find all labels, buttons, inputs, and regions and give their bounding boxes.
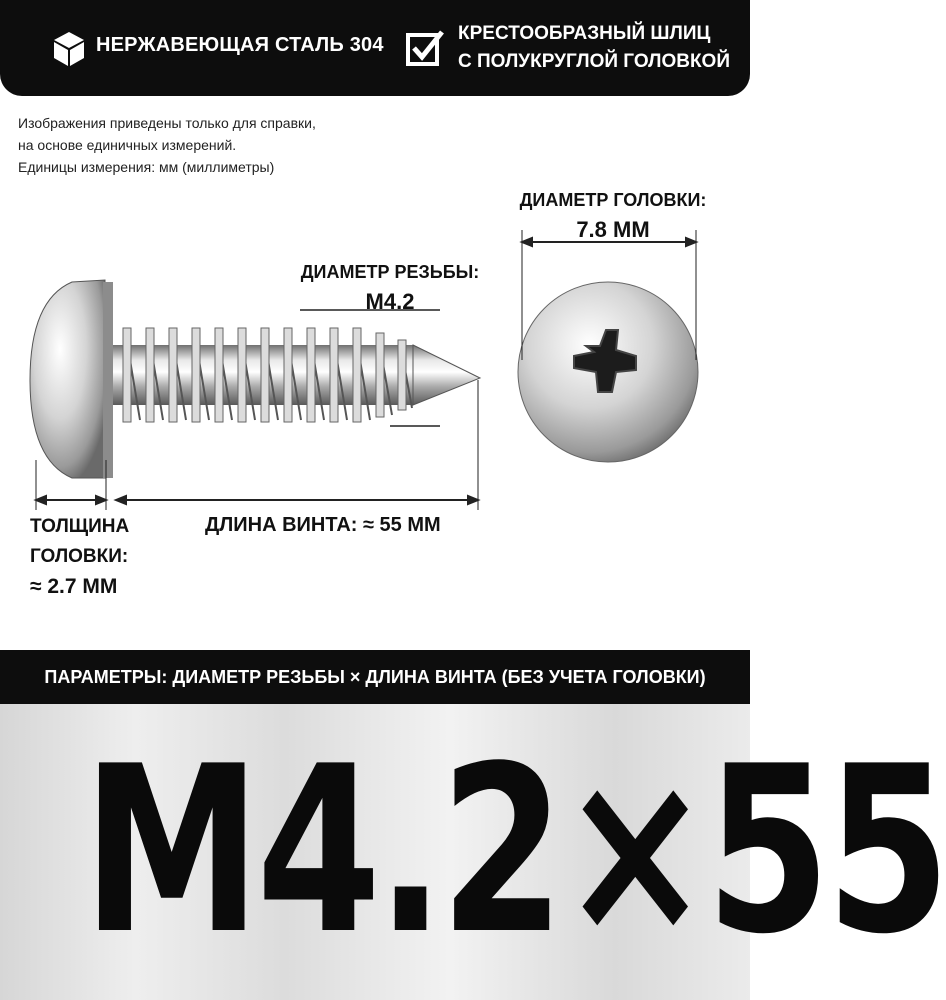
checkbox-icon (405, 28, 445, 68)
head-diameter-value: 7.8 ММ (576, 217, 650, 242)
header-bar (0, 0, 750, 96)
head-type-label (458, 20, 730, 76)
head-type-line2: С ПОЛУКРУГЛОЙ ГОЛОВКОЙ (458, 51, 730, 72)
head-thickness-line1: ТОЛЩИНА (30, 516, 130, 537)
reference-note (18, 112, 316, 178)
note-line1: Изображения приведены только для справки, (18, 115, 316, 131)
size-code: M4.2×55 (82, 718, 946, 985)
screw-top-view (518, 282, 698, 462)
note-line2: на основе единичных измерений. (18, 137, 237, 153)
head-thickness-value: ≈ 2.7 ММ (30, 575, 118, 598)
head-type-line1: КРЕСТООБРАЗНЫЙ ШЛИЦ (458, 23, 711, 44)
cube-icon (52, 30, 86, 68)
thread-diameter-label (300, 262, 480, 315)
screw-length-label: ДЛИНА ВИНТА: ≈ 55 ММ (205, 514, 441, 536)
thread-diameter-title: ДИАМЕТР РЕЗЬБЫ: (300, 262, 480, 282)
size-code-panel (0, 704, 946, 1000)
head-thickness-line2: ГОЛОВКИ: (30, 546, 129, 567)
note-line3: Единицы измерения: мм (миллиметры) (18, 159, 275, 175)
material-label: НЕРЖАВЕЮЩАЯ СТАЛЬ 304 (96, 34, 384, 56)
head-thickness-label (30, 512, 129, 602)
head-diameter-label (518, 190, 708, 243)
head-diameter-title: ДИАМЕТР ГОЛОВКИ: (519, 190, 707, 210)
thread-diameter-value: M4.2 (365, 289, 415, 314)
parameters-bar: ПАРАМЕТРЫ: ДИАМЕТР РЕЗЬБЫ × ДЛИНА ВИНТА (БЕЗ УЧЕТА ГОЛОВКИ) (0, 650, 750, 704)
